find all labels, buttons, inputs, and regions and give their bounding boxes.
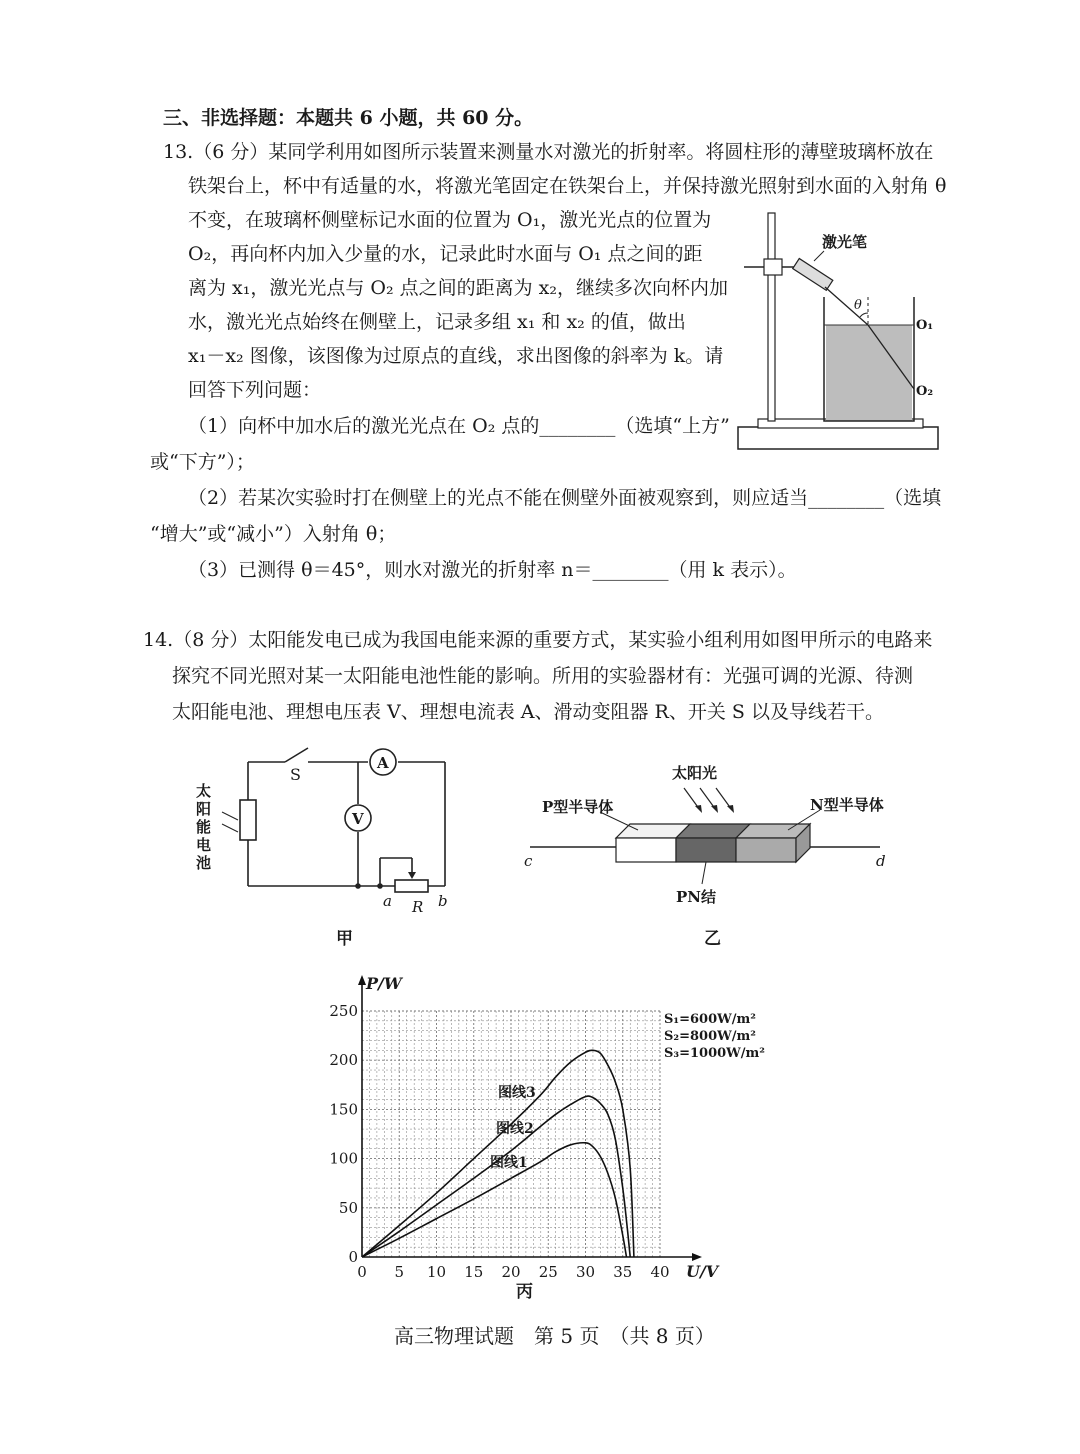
theta-label: θ	[854, 298, 862, 313]
terminal-c-label: c	[524, 852, 533, 870]
q13-line-6: 水，激光光点始终在侧壁上，记录多组 x₁ 和 x₂ 的值，做出	[188, 311, 686, 333]
y-axis-arrow	[358, 975, 366, 985]
series-label-1: 图线1	[490, 1155, 528, 1171]
cell-label-3: 能	[196, 818, 212, 836]
x-axis-arrow	[692, 1253, 702, 1261]
laser-pen-label: 激光笔	[822, 233, 868, 251]
q13-line-4: O₂，再向杯内加入少量的水，记录此时水面与 O₁ 点之间的距	[188, 243, 703, 265]
circuit-figure	[190, 740, 470, 920]
caption-jia: 甲	[336, 929, 353, 949]
x-tick-label: 30	[575, 1263, 596, 1281]
sunlight-label: 太阳光	[672, 764, 718, 782]
p-type-label: P型半导体	[542, 798, 614, 816]
o1-label: O₁	[916, 318, 934, 333]
y-tick-label: 0	[348, 1248, 358, 1266]
q14-line-1: 14.（8 分）太阳能发电已成为我国电能来源的重要方式，某实验小组利用如图甲所示的电路来	[143, 629, 933, 651]
x-tick-label: 10	[426, 1263, 447, 1281]
voltmeter-label: V	[352, 810, 364, 828]
q13-sub-1-cont: 或“下方”）；	[150, 451, 255, 473]
q13-line-7: x₁－x₂ 图像，该图像为过原点的直线，求出图像的斜率为 k。请	[188, 345, 724, 367]
o2-label: O₂	[916, 384, 934, 399]
y-tick-label: 100	[329, 1149, 358, 1168]
x-tick-label: 20	[501, 1263, 521, 1281]
switch-label: S	[290, 765, 301, 784]
caption-yi: 乙	[704, 929, 721, 949]
cell-label-5: 池	[196, 854, 212, 872]
series-line-3	[362, 1050, 634, 1257]
q13-sub-1: （1）向杯中加水后的激光光点在 O₂ 点的________（选填“上方”	[188, 415, 730, 437]
x-tick-label: 0	[357, 1263, 367, 1281]
q14-line-2: 探究不同光照对某一太阳能电池性能的影响。所用的实验器材有：光强可调的光源、待测	[172, 665, 914, 687]
x-tick-label: 40	[650, 1263, 670, 1281]
y-axis-label: P/W	[366, 974, 402, 993]
terminal-a-label: a	[383, 892, 392, 910]
x-tick-label: 25	[538, 1263, 558, 1281]
y-tick-label: 200	[329, 1051, 358, 1070]
laser-apparatus-figure	[730, 205, 950, 460]
rheostat-label: R	[412, 898, 424, 916]
y-tick-label: 50	[338, 1198, 358, 1217]
y-tick-label: 250	[329, 1002, 358, 1020]
y-tick-label: 150	[329, 1100, 358, 1119]
q13-sub-3: （3）已测得 θ＝45°，则水对激光的折射率 n＝________（用 k 表示）。	[188, 559, 797, 581]
pn-junction-label: PN结	[676, 888, 716, 906]
legend-s3: S₃=1000W/m²	[664, 1046, 765, 1061]
x-tick-label: 15	[464, 1263, 484, 1281]
cell-label-2: 阳	[196, 800, 212, 818]
terminal-d-label: d	[876, 852, 886, 870]
cell-label-4: 电	[196, 836, 212, 854]
q13-line-2: 铁架台上，杯中有适量的水，将激光笔固定在铁架台上，并保持激光照射到水面的入射角 θ	[188, 175, 947, 197]
q13-line-1: 13.（6 分）某同学利用如图所示装置来测量水对激光的折射率。将圆柱形的薄壁玻璃杯放在	[163, 141, 934, 163]
pn-junction-figure	[520, 760, 900, 910]
legend-s1: S₁=600W/m²	[664, 1012, 756, 1027]
q13-line-5: 离为 x₁，激光光点与 O₂ 点之间的距离为 x₂，继续多次向杯内加	[188, 277, 729, 299]
x-tick-label: 35	[613, 1263, 633, 1281]
q13-line-3: 不变，在玻璃杯侧壁标记水面的位置为 O₁，激光光点的位置为	[188, 209, 712, 231]
legend-s2: S₂=800W/m²	[664, 1029, 756, 1044]
page-footer: 高三物理试题 第 5 页 （共 8 页）	[394, 1324, 715, 1348]
q13-sub-2: （2）若某次实验时打在侧壁上的光点不能在侧壁外面被观察到，则应适当________（选填	[188, 487, 942, 509]
section-title: 三、非选择题：本题共 6 小题，共 60 分。	[163, 107, 534, 129]
ammeter-label: A	[377, 754, 389, 772]
q13-line-8: 回答下列问题：	[188, 379, 322, 401]
series-label-2: 图线2	[496, 1121, 534, 1137]
x-axis-label: U/V	[686, 1262, 719, 1281]
cell-label-1: 太	[196, 782, 212, 800]
power-voltage-chart	[310, 965, 790, 1310]
q14-line-3: 太阳能电池、理想电压表 V、理想电流表 A、滑动变阻器 R、开关 S 以及导线若干。	[172, 701, 884, 723]
x-tick-label: 5	[394, 1263, 405, 1281]
series-label-3: 图线3	[498, 1085, 536, 1101]
caption-bing: 丙	[516, 1282, 533, 1302]
terminal-b-label: b	[438, 892, 448, 910]
q13-sub-2-cont: “增大”或“减小”）入射角 θ；	[150, 523, 397, 545]
n-type-label: N型半导体	[810, 796, 884, 814]
